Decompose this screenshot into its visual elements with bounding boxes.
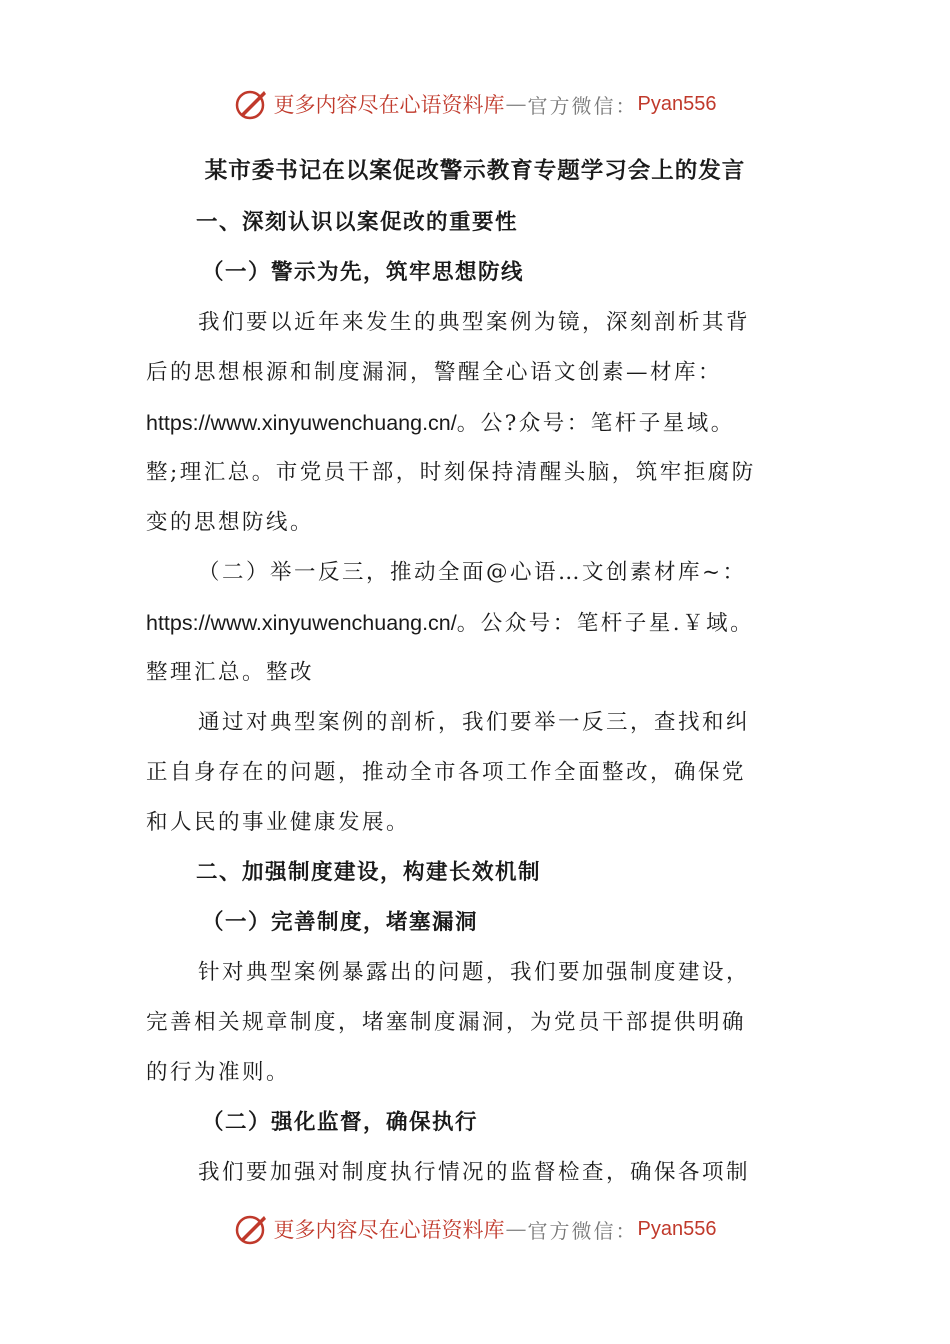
heading-section-2: 二、加强制度建设，构建长效机制 <box>196 860 542 885</box>
document-title: 某市委书记在以案促改警示教育专题学习会上的发言 <box>204 158 746 184</box>
paragraph-line: 我们要以近年来发生的典型案例为镜，深刻剖析其背 <box>198 310 751 335</box>
banner-wechat-id: Pyan556 <box>637 92 717 115</box>
paragraph-text: 。公?众号：笔杆子星域。 <box>456 411 735 436</box>
paragraph-line: 的行为准则。 <box>146 1060 291 1085</box>
quill-logo-icon <box>234 86 270 122</box>
paragraph-line: 后的思想根源和制度漏洞，警醒全心语文创素—材库： <box>146 360 723 385</box>
header-banner <box>0 84 950 124</box>
banner-slogan: 更多内容尽在心语资料库 <box>273 1218 505 1242</box>
document-body <box>146 148 806 1198</box>
banner-dash: — <box>505 1217 527 1241</box>
quill-logo-icon <box>234 1211 270 1247</box>
paragraph-line-with-url <box>146 598 806 648</box>
paragraph-line: 整理汇总。整改 <box>146 660 315 685</box>
subheading-2-2: （二）强化监督，确保执行 <box>202 1110 479 1135</box>
paragraph-text: 。公众号：笔杆子星.￥域。 <box>456 611 755 636</box>
url-link[interactable]: https://www.xinyuwenchuang.cn/ <box>146 411 457 435</box>
subheading-1-2: （二）举一反三，推动全面@心语…文创素材库~： <box>198 560 747 585</box>
url-link[interactable]: https://www.xinyuwenchuang.cn/ <box>146 611 457 635</box>
paragraph-line: 整;理汇总。市党员干部，时刻保持清醒头脑，筑牢拒腐防 <box>146 460 756 485</box>
banner-wechat-label: 官方微信： <box>527 93 638 118</box>
paragraph-line: 我们要加强对制度执行情况的监督检查，确保各项制 <box>198 1160 751 1185</box>
subheading-1-1: （一）警示为先，筑牢思想防线 <box>202 260 525 285</box>
banner-slogan: 更多内容尽在心语资料库 <box>273 93 505 117</box>
heading-section-1: 一、深刻认识以案促改的重要性 <box>196 210 519 235</box>
paragraph-line: 完善相关规章制度，堵塞制度漏洞，为党员干部提供明确 <box>146 1010 747 1035</box>
footer-banner <box>0 1209 950 1249</box>
paragraph-line: 变的思想防线。 <box>146 510 315 535</box>
banner-dash: — <box>505 92 527 116</box>
paragraph-line-with-url <box>146 398 806 448</box>
banner-wechat-id: Pyan556 <box>637 1217 717 1240</box>
paragraph-line: 正自身存在的问题，推动全市各项工作全面整改，确保党 <box>146 760 747 785</box>
banner-wechat-label: 官方微信： <box>527 1218 638 1243</box>
paragraph-line: 通过对典型案例的剖析，我们要举一反三，查找和纠 <box>198 710 751 735</box>
paragraph-line: 和人民的事业健康发展。 <box>146 810 411 835</box>
subheading-2-1: （一）完善制度，堵塞漏洞 <box>202 910 479 935</box>
paragraph-line: 针对典型案例暴露出的问题，我们要加强制度建设， <box>198 960 751 985</box>
